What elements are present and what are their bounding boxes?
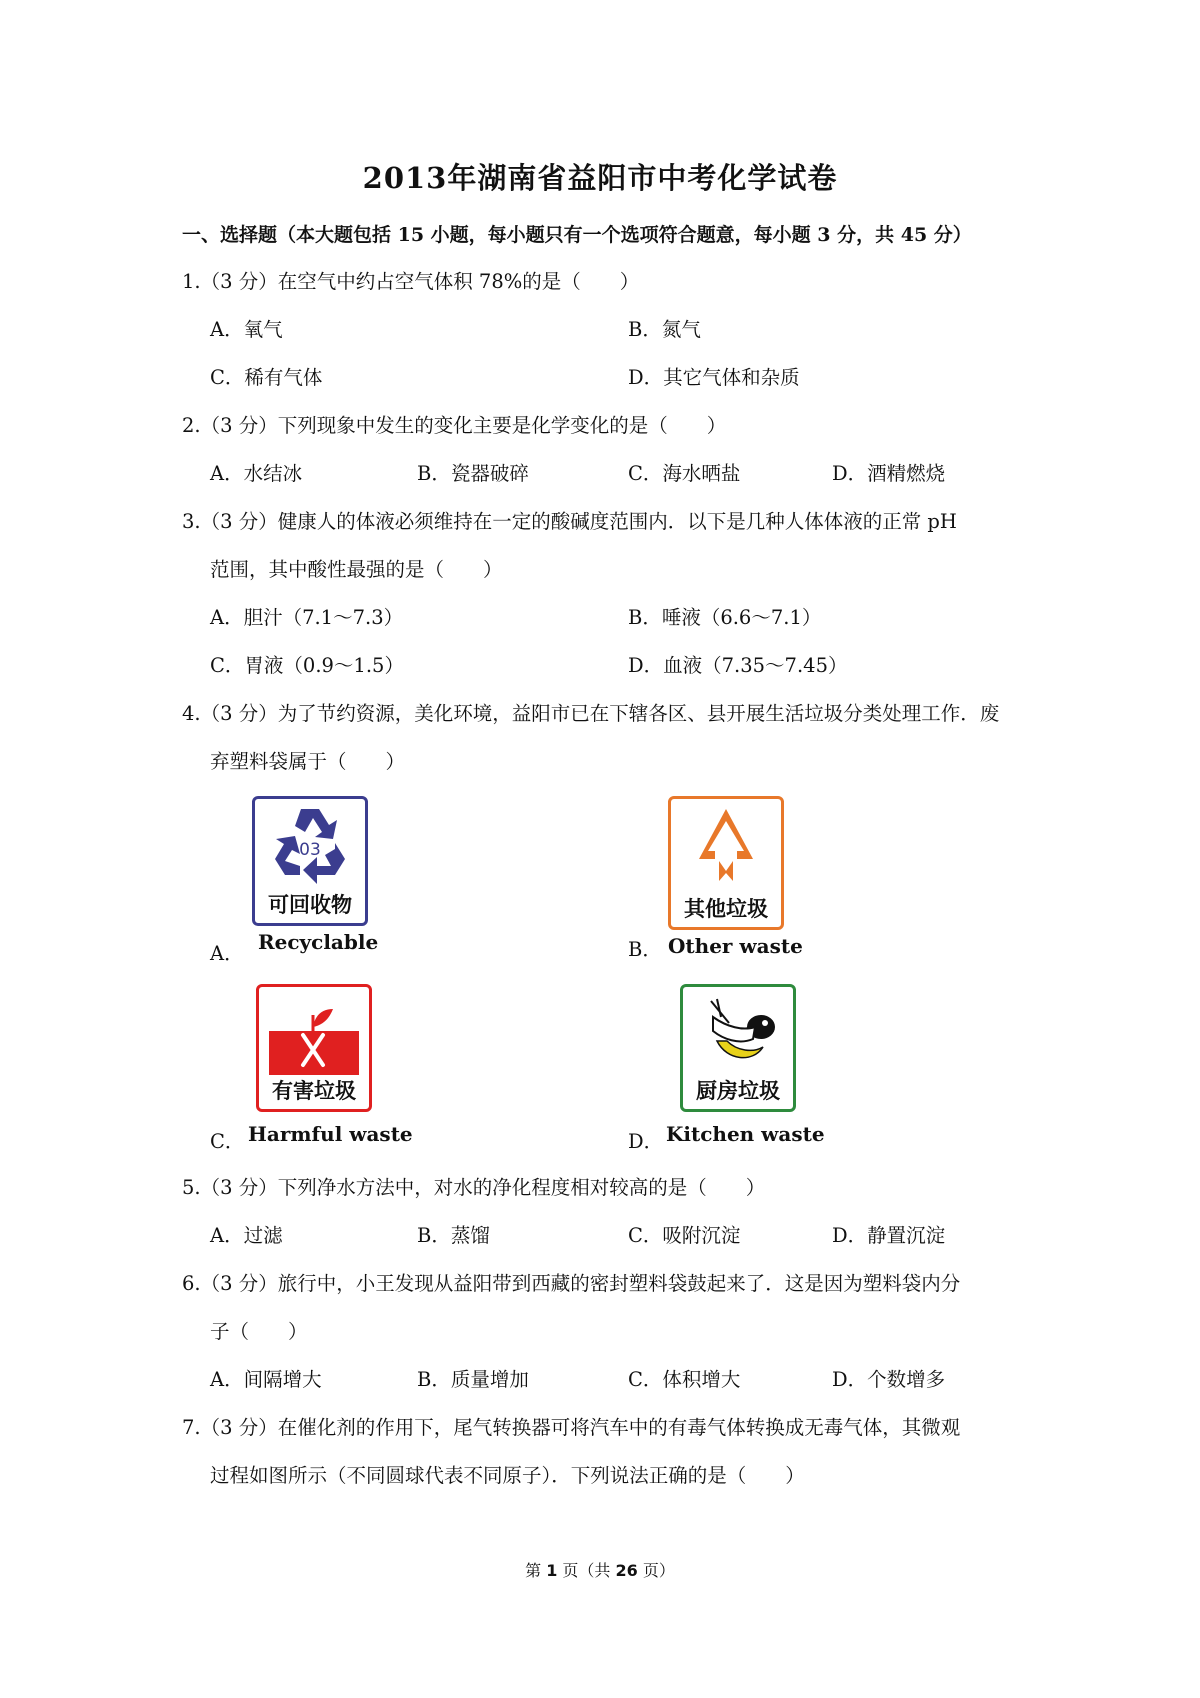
question-number: 3. bbox=[182, 510, 201, 533]
option-a-letter: A． bbox=[210, 942, 244, 965]
option-d: D．血液（7.35～7.45） bbox=[628, 654, 848, 677]
question-number: 4. bbox=[182, 702, 201, 725]
question-number: 1. bbox=[182, 270, 201, 293]
harmful-icon bbox=[259, 987, 369, 1077]
kitchen-waste-sign bbox=[680, 984, 796, 1112]
option-a: A．间隔增大 bbox=[210, 1368, 322, 1391]
question-text-continued: 子（ ） bbox=[210, 1320, 308, 1343]
option-b: B．蒸馏 bbox=[417, 1224, 490, 1247]
current-page-number: 1 bbox=[546, 1561, 558, 1580]
question-text: （3 分）在催化剂的作用下，尾气转换器可将汽车中的有毒气体转换成无毒气体，其微观 bbox=[200, 1416, 961, 1439]
option-c: C．稀有气体 bbox=[210, 366, 323, 389]
question-text: （3 分）下列现象中发生的变化主要是化学变化的是（ ） bbox=[200, 414, 727, 437]
option-a: A．胆汁（7.1～7.3） bbox=[210, 606, 404, 629]
question-6 bbox=[182, 1268, 960, 1296]
option-b-letter: B． bbox=[628, 938, 662, 961]
section-heading: 一、选择题（本大题包括 15 小题，每小题只有一个选项符合题意，每小题 3 分，共 45 分） bbox=[182, 224, 972, 246]
option-c: C．吸附沉淀 bbox=[628, 1224, 741, 1247]
question-text: （3 分）旅行中，小王发现从益阳带到西藏的密封塑料袋鼓起来了．这是因为塑料袋内分 bbox=[200, 1272, 961, 1295]
question-text-continued: 范围，其中酸性最强的是（ ） bbox=[210, 558, 503, 581]
sign-label: 可回收物 bbox=[268, 893, 352, 917]
page-title: 2013年湖南省益阳市中考化学试卷 bbox=[362, 161, 838, 195]
recycle-icon bbox=[255, 799, 365, 893]
option-a: A．过滤 bbox=[210, 1224, 283, 1247]
option-c: C．胃液（0.9～1.5） bbox=[210, 654, 404, 677]
other-waste-sign bbox=[668, 796, 784, 930]
page-footer bbox=[0, 1558, 1200, 1581]
sign-label: 有害垃圾 bbox=[272, 1079, 356, 1103]
option-b-english: Other waste bbox=[668, 934, 803, 958]
question-2 bbox=[182, 410, 726, 438]
option-a: A．氧气 bbox=[210, 318, 283, 341]
footer-suffix: 页） bbox=[637, 1561, 675, 1580]
option-d: D．个数增多 bbox=[832, 1368, 946, 1391]
option-c: C．海水晒盐 bbox=[628, 462, 741, 485]
question-7 bbox=[182, 1412, 960, 1440]
recyclable-sign bbox=[252, 796, 368, 926]
question-text: （3 分）下列净水方法中，对水的净化程度相对较高的是（ ） bbox=[200, 1176, 766, 1199]
question-5 bbox=[182, 1172, 765, 1200]
question-number: 7. bbox=[182, 1416, 201, 1439]
sign-number: 03 bbox=[299, 840, 321, 860]
option-c-english: Harmful waste bbox=[248, 1122, 413, 1146]
question-text-continued: 弃塑料袋属于（ ） bbox=[210, 750, 406, 773]
question-text: （3 分）为了节约资源，美化环境，益阳市已在下辖各区、县开展生活垃圾分类处理工作．废 bbox=[200, 702, 1000, 725]
option-b: B．唾液（6.6～7.1） bbox=[628, 606, 822, 629]
option-d: D．酒精燃烧 bbox=[832, 462, 946, 485]
option-c: C．体积增大 bbox=[628, 1368, 741, 1391]
option-b: B．氮气 bbox=[628, 318, 701, 341]
question-text: （3 分）在空气中约占空气体积 78%的是（ ） bbox=[200, 270, 640, 293]
fish-bone-icon bbox=[683, 987, 793, 1077]
option-a: A．水结冰 bbox=[210, 462, 303, 485]
harmful-waste-sign bbox=[256, 984, 372, 1112]
option-d: D．其它气体和杂质 bbox=[628, 366, 800, 389]
question-text-continued: 过程如图所示（不同圆球代表不同原子）．下列说法正确的是（ ） bbox=[210, 1464, 805, 1487]
option-d-english: Kitchen waste bbox=[666, 1122, 825, 1146]
question-number: 5. bbox=[182, 1176, 201, 1199]
total-pages: 26 bbox=[615, 1561, 638, 1580]
sign-label: 厨房垃圾 bbox=[696, 1079, 780, 1103]
question-4 bbox=[182, 698, 999, 726]
sign-label: 其他垃圾 bbox=[684, 897, 768, 921]
tree-icon bbox=[671, 799, 781, 893]
option-a-english: Recyclable bbox=[258, 930, 379, 954]
footer-prefix: 第 bbox=[525, 1561, 547, 1580]
question-1 bbox=[182, 266, 639, 294]
option-d-letter: D． bbox=[628, 1130, 664, 1153]
question-number: 6. bbox=[182, 1272, 201, 1295]
option-b: B．瓷器破碎 bbox=[417, 462, 529, 485]
question-text: （3 分）健康人的体液必须维持在一定的酸碱度范围内．以下是几种人体体液的正常 pH bbox=[200, 510, 957, 533]
question-number: 2. bbox=[182, 414, 201, 437]
option-c-letter: C． bbox=[210, 1130, 245, 1153]
footer-mid: 页（共 bbox=[557, 1561, 616, 1580]
option-d: D．静置沉淀 bbox=[832, 1224, 946, 1247]
question-3 bbox=[182, 506, 957, 534]
option-b: B．质量增加 bbox=[417, 1368, 529, 1391]
